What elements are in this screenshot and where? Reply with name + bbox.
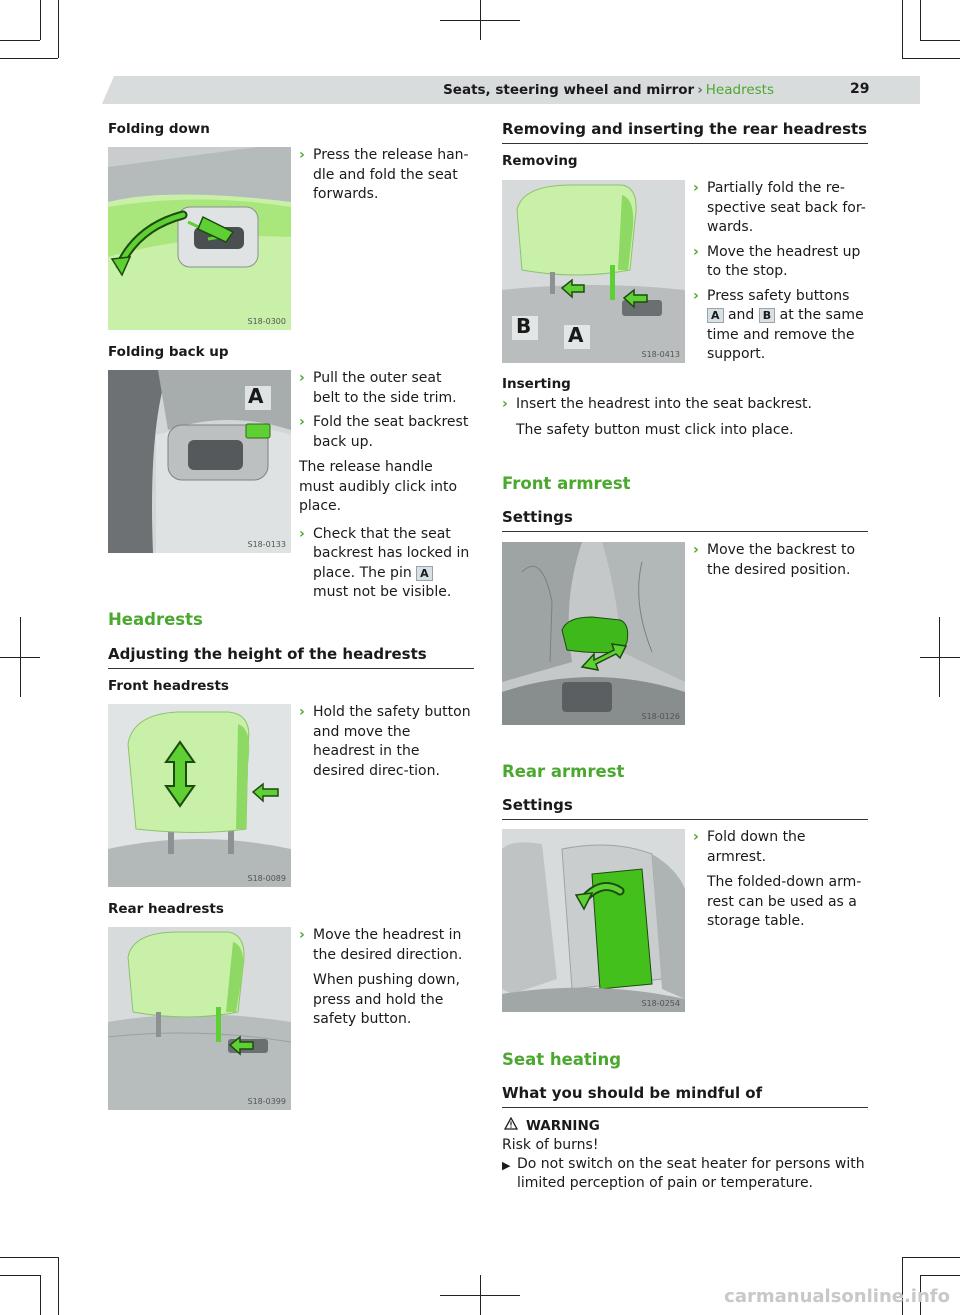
step-bullet-icon: ›	[693, 287, 699, 304]
step-bullet-icon: ›	[693, 243, 699, 260]
page-number: 29	[850, 81, 870, 97]
crop-mark	[58, 1257, 59, 1315]
step-bullet-icon: ›	[299, 414, 305, 430]
instruction-step: › Insert the headrest into the seat backrest.	[502, 395, 872, 415]
instruction-step: › Fold the seat backrest back up.	[299, 414, 469, 450]
instruction-note: The safety button must click into place.	[516, 421, 794, 438]
rear-headrests-heading: Rear headrests	[108, 901, 224, 917]
crop-mark	[920, 1275, 960, 1276]
seat-heating-subtitle: What you should be mindful of	[502, 1084, 868, 1108]
figure-label-a: A	[568, 323, 584, 347]
step-bullet-icon: ›	[299, 525, 305, 542]
figure-folding-back-up	[108, 370, 291, 553]
step-bullet-icon: ›	[693, 829, 699, 845]
step-bullet-icon: ›	[299, 927, 305, 943]
crop-mark	[902, 58, 960, 59]
instruction-note: When pushing down, press and hold the safety button.	[313, 972, 460, 1027]
crop-mark	[0, 58, 58, 59]
figure-folding-down	[108, 147, 291, 330]
instruction-note: The folded-down arm-rest can be used as a storage table.	[707, 874, 862, 929]
headrests-title: Headrests	[108, 610, 203, 629]
removing-steps	[693, 179, 869, 370]
step-bullet-icon: ›	[693, 180, 699, 196]
crop-mark	[920, 40, 960, 41]
crop-mark	[0, 1275, 40, 1276]
crop-mark	[902, 1257, 960, 1258]
watermark: carmanualsonline.info	[724, 1286, 950, 1307]
folding-back-up-steps	[299, 369, 471, 608]
figure-rear-armrest	[502, 829, 685, 1012]
figure-removing-headrest	[502, 180, 685, 363]
figure-code: S18-0300	[247, 317, 286, 326]
figure-rear-headrests	[108, 927, 291, 1110]
warning-item: ▶ Do not switch on the seat heater for persons with limited perception of pain or temperature.	[502, 1156, 865, 1191]
figure-code: S18-0133	[247, 540, 286, 549]
seat-heating-title: Seat heating	[502, 1050, 622, 1069]
rear-armrest-title: Rear armrest	[502, 762, 625, 781]
crop-mark	[480, 0, 481, 40]
triangle-bullet-icon: ▶	[502, 1159, 511, 1172]
inserting-heading: Inserting	[502, 376, 571, 392]
warning-heading	[504, 1117, 600, 1134]
crop-mark	[939, 617, 940, 697]
warning-label: WARNING	[526, 1118, 600, 1134]
crop-mark	[40, 0, 41, 40]
figure-code: S18-0413	[641, 350, 680, 359]
rear-armrest-settings: Settings	[502, 796, 868, 820]
rear-armrest-steps	[693, 828, 869, 940]
step-bullet-icon: ›	[502, 396, 508, 412]
crop-mark	[58, 0, 59, 58]
instruction-step: › Move the headrest up to the stop.	[693, 243, 861, 279]
rear-headrests-steps	[299, 926, 471, 1038]
headrests-subtitle: Adjusting the height of the headrests	[108, 645, 474, 669]
figure-label-b: B	[516, 314, 532, 338]
front-armrest-steps	[693, 541, 869, 585]
step-bullet-icon: ›	[693, 542, 699, 558]
crop-mark	[902, 0, 903, 58]
folding-down-steps	[299, 146, 471, 210]
breadcrumb-separator: ›	[697, 82, 703, 98]
instruction-step: › Move the backrest to the desired position.	[693, 542, 856, 578]
warning-triangle-icon	[504, 1117, 518, 1134]
instruction-step: › Pull the outer seat belt to the side trim.	[299, 370, 457, 406]
breadcrumb-section: Seats, steering wheel and mirror	[443, 82, 695, 98]
warning-text: Risk of burns!	[502, 1137, 599, 1153]
instruction-note: The release handle must audibly click into place.	[299, 459, 458, 514]
instruction-step: › Hold the safety button and move the headrest in the desired direc-tion.	[299, 704, 471, 779]
crop-mark	[480, 1275, 481, 1315]
removing-inserting-heading: Removing and inserting the rear headrests	[502, 120, 868, 144]
inserting-steps	[502, 395, 872, 448]
figure-code: S18-0089	[247, 874, 286, 883]
instruction-step: › Press the release han-dle and fold the seat forwards.	[299, 147, 469, 202]
instruction-step: › Fold down the armrest.	[693, 829, 806, 865]
crop-mark	[0, 40, 40, 41]
figure-front-armrest	[502, 542, 685, 725]
step-bullet-icon: ›	[299, 147, 305, 163]
crop-mark	[920, 0, 921, 40]
removing-heading: Removing	[502, 153, 578, 169]
key-b: B	[759, 308, 775, 323]
instruction-step: › Partially fold the re-spective seat back for-wards.	[693, 180, 866, 235]
crop-mark	[0, 1257, 58, 1258]
front-headrests-heading: Front headrests	[108, 678, 229, 694]
folding-down-heading: Folding down	[108, 121, 210, 137]
breadcrumb	[443, 82, 774, 98]
step-bullet-icon: ›	[299, 704, 305, 720]
instruction-step: › Check that the seat backrest has locked in place. The pin A must not be visible.	[299, 525, 470, 600]
crop-mark	[40, 1275, 41, 1315]
front-headrests-steps	[299, 703, 475, 786]
key-a: A	[416, 566, 433, 581]
warning-body	[502, 1136, 870, 1193]
crop-mark	[920, 657, 960, 658]
step-bullet-icon: ›	[299, 370, 305, 386]
figure-code: S18-0254	[641, 999, 680, 1008]
breadcrumb-current: Headrests	[705, 82, 774, 98]
instruction-step: › Press safety buttons A and B at the same time and remove the support.	[693, 287, 864, 362]
crop-mark	[20, 617, 21, 697]
figure-code: S18-0399	[247, 1097, 286, 1106]
key-a: A	[707, 308, 724, 323]
folding-back-up-heading: Folding back up	[108, 344, 229, 360]
figure-label-a: A	[248, 384, 264, 408]
front-armrest-settings: Settings	[502, 508, 868, 532]
front-armrest-title: Front armrest	[502, 474, 631, 493]
figure-code: S18-0126	[641, 712, 680, 721]
figure-front-headrests	[108, 704, 291, 887]
instruction-step: › Move the headrest in the desired direction.	[299, 927, 463, 963]
